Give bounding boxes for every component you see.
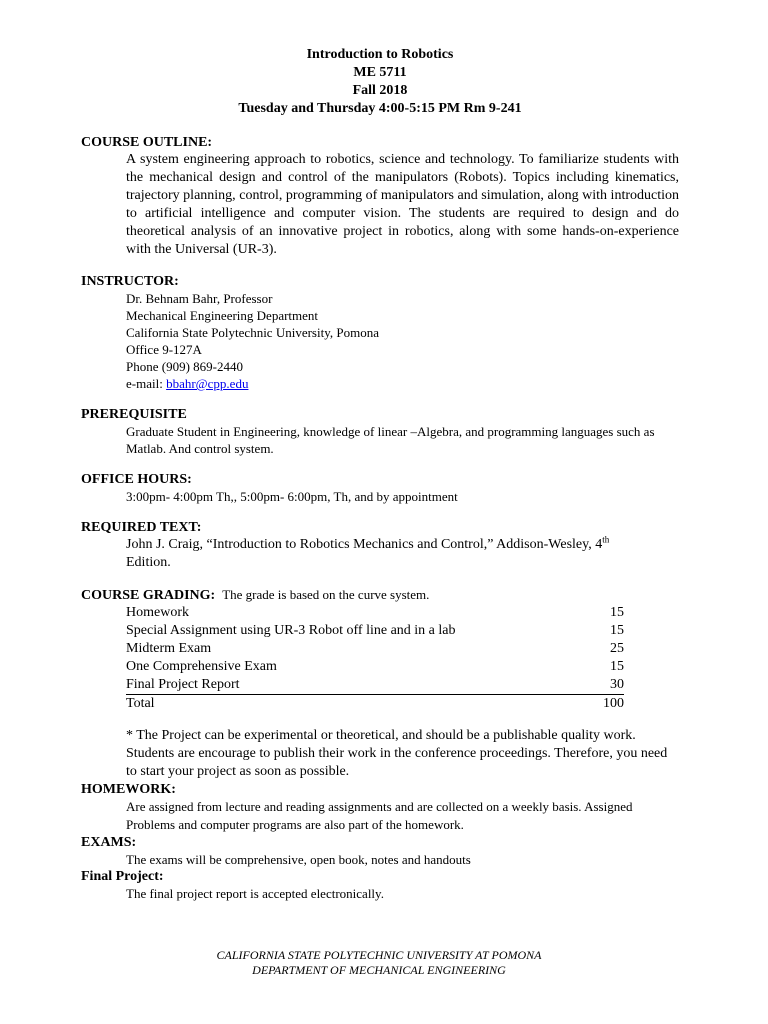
grade-item-points: 25 — [610, 641, 624, 656]
instructor-department: Mechanical Engineering Department — [126, 308, 319, 323]
footer-university: CALIFORNIA STATE POLYTECHNIC UNIVERSITY AT POMONA — [216, 948, 542, 962]
table-row — [126, 676, 624, 695]
grade-item-label: One Comprehensive Exam — [126, 659, 277, 674]
instructor-name: Dr. Behnam Bahr, Professor — [126, 291, 273, 306]
instructor-university: California State Polytechnic University, Pomona — [126, 325, 379, 340]
email-label: e-mail: — [126, 376, 167, 391]
instructor-heading: INSTRUCTOR: — [81, 274, 179, 289]
textbook-citation: John J. Craig, “Introduction to Robotics Mechanics and Control,” Addison-Wesley, 4 — [126, 537, 603, 552]
office-hours-text: 3:00pm- 4:00pm Th,, 5:00pm- 6:00pm, Th, and by appointment — [126, 489, 458, 504]
course-schedule: Tuesday and Thursday 4:00-5:15 PM Rm 9-241 — [238, 101, 522, 116]
edition-superscript: th — [602, 534, 610, 545]
office-hours-heading: OFFICE HOURS: — [81, 472, 192, 487]
instructor-info — [126, 290, 679, 392]
grade-item-points: 30 — [594, 676, 624, 695]
table-row — [126, 658, 624, 676]
homework-heading: HOMEWORK: — [81, 782, 176, 797]
course-code: ME 5711 — [353, 65, 407, 80]
grading-heading-line — [81, 586, 679, 604]
instructor-email-line — [126, 375, 679, 392]
exams-heading: EXAMS: — [81, 835, 137, 850]
required-text-body — [126, 536, 679, 572]
grade-item-label: Final Project Report — [126, 676, 594, 695]
project-note: * The Project can be experimental or theoretical, and should be a publishable quality work. Students are encourage to publish their work in the conference proceedings. Therefore, you need to start your project as soon as possible. — [126, 728, 668, 779]
outline-heading: COURSE OUTLINE: — [81, 135, 213, 150]
course-term: Fall 2018 — [352, 83, 408, 98]
grade-item-label: Midterm Exam — [126, 641, 212, 656]
grading-heading: COURSE GRADING: — [81, 588, 216, 603]
instructor-office: Office 9-127A — [126, 342, 202, 357]
grade-item-label: Homework — [126, 605, 189, 620]
exams-text: The exams will be comprehensive, open book, notes and handouts — [126, 852, 471, 867]
table-row — [126, 604, 624, 622]
grade-item-points: 15 — [610, 605, 624, 620]
textbook-edition: Edition. — [126, 555, 171, 570]
table-row — [126, 640, 624, 658]
total-points: 100 — [603, 696, 624, 711]
required-text-heading: REQUIRED TEXT: — [81, 520, 202, 535]
footer-department: DEPARTMENT OF MECHANICAL ENGINEERING — [252, 963, 506, 977]
document-header — [0, 46, 760, 118]
final-project-heading: Final Project: — [81, 869, 164, 884]
homework-text: Are assigned from lecture and reading assignments and are collected on a weekly basis. Assigned Problems and computer programs are also part of the homework. — [126, 799, 633, 832]
document-footer — [0, 948, 758, 978]
total-row — [126, 695, 624, 714]
grading-intro: The grade is based on the curve system. — [222, 587, 430, 602]
final-project-text: The final project report is accepted electronically. — [126, 886, 384, 901]
outline-text: A system engineering approach to robotics, science and technology. To familiarize students with the mechanical design and control of the manipulators (Robots). Topics including kinematics, trajectory planning, control, programming of manipulators and simulation, along with introduction to artificial intelligence and computer vision. The students are required to design and do theoretical analysis of an innovative project in robotics, along with some hands-on-experience with the Universal (UR-3). — [126, 152, 679, 257]
table-row — [126, 622, 624, 640]
email-link[interactable]: bbahr@cpp.edu — [166, 376, 249, 391]
instructor-phone: Phone (909) 869-2440 — [126, 359, 243, 374]
grading-table — [126, 604, 624, 713]
syllabus-body — [81, 134, 679, 902]
grade-item-label: Special Assignment using UR-3 Robot off line and in a lab — [126, 623, 456, 638]
grade-item-points: 15 — [610, 623, 624, 638]
course-title: Introduction to Robotics — [306, 47, 454, 62]
prerequisite-text: Graduate Student in Engineering, knowledge of linear –Algebra, and programming languages such as Matlab. And control system. — [126, 424, 655, 456]
grade-item-points: 15 — [610, 659, 624, 674]
prerequisite-heading: PREREQUISITE — [81, 407, 187, 422]
total-label: Total — [126, 696, 155, 711]
